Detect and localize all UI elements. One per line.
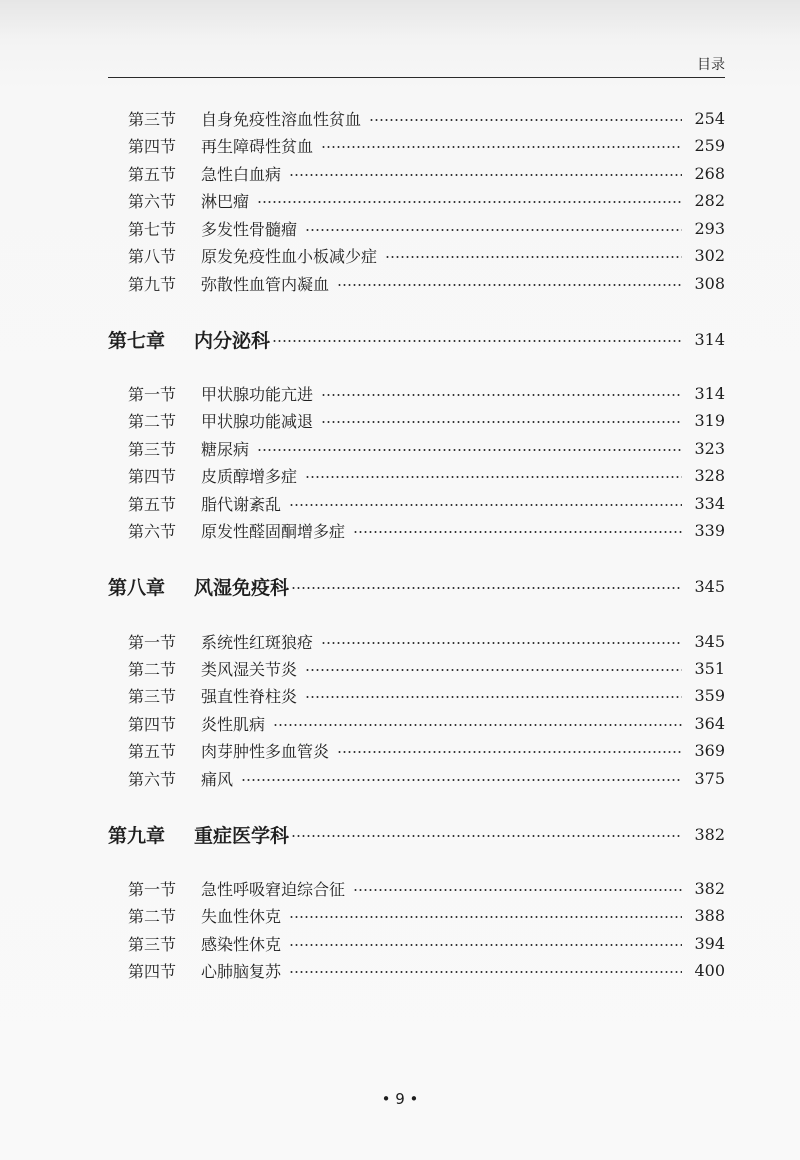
toc-section-entry[interactable] — [108, 491, 725, 515]
dot-leader — [353, 889, 682, 891]
section-number: 第七节 — [128, 219, 177, 239]
section-number: 第六节 — [128, 521, 177, 541]
page-reference: 382 — [694, 878, 725, 898]
dot-leader — [291, 835, 682, 837]
toc-chapter-entry[interactable] — [108, 820, 725, 848]
page-reference: 369 — [694, 740, 725, 760]
section-title: 急性白血病 — [201, 164, 282, 184]
section-number: 第五节 — [128, 741, 177, 761]
section-number: 第六节 — [128, 769, 177, 789]
page-reference: 302 — [694, 245, 725, 265]
toc-section-entry[interactable] — [108, 958, 725, 982]
toc-chapter-entry[interactable] — [108, 325, 725, 353]
toc-section-entry[interactable] — [108, 271, 725, 295]
page-reference: 282 — [694, 190, 725, 210]
section-number: 第四节 — [128, 961, 177, 981]
dot-leader — [289, 174, 682, 176]
section-title: 皮质醇增多症 — [201, 466, 298, 486]
toc-section-entry[interactable] — [108, 436, 725, 460]
page-reference: 293 — [694, 218, 725, 238]
section-title: 急性呼吸窘迫综合征 — [201, 879, 346, 899]
toc-section-entry[interactable] — [108, 903, 725, 927]
toc-section-entry[interactable] — [108, 133, 725, 157]
toc-chapter-entry[interactable] — [108, 572, 725, 600]
dot-leader — [321, 394, 682, 396]
running-header — [108, 55, 725, 78]
dot-leader — [289, 504, 682, 506]
toc-section-entry[interactable] — [108, 188, 725, 212]
section-title: 原发性醛固酮增多症 — [201, 521, 346, 541]
section-number: 第三节 — [128, 109, 177, 129]
section-number: 第五节 — [128, 164, 177, 184]
page-reference: 308 — [694, 273, 725, 293]
page-reference: 259 — [694, 135, 725, 155]
page-reference: 345 — [694, 576, 725, 596]
page-reference: 400 — [694, 960, 725, 980]
section-number: 第一节 — [128, 632, 177, 652]
dot-leader — [291, 587, 682, 589]
section-title: 强直性脊柱炎 — [201, 686, 298, 706]
section-number: 第三节 — [128, 686, 177, 706]
toc-section-entry[interactable] — [108, 381, 725, 405]
section-title: 系统性红斑狼疮 — [201, 632, 314, 652]
toc-section-entry[interactable] — [108, 766, 725, 790]
toc-section-entry[interactable] — [108, 106, 725, 130]
page-reference: 268 — [694, 163, 725, 183]
page-reference: 345 — [694, 631, 725, 651]
section-number: 第三节 — [128, 439, 177, 459]
dot-leader — [353, 531, 682, 533]
section-title: 甲状腺功能减退 — [201, 411, 314, 431]
page-reference: 364 — [694, 713, 725, 733]
dot-leader — [337, 751, 682, 753]
page-reference: 319 — [694, 410, 725, 430]
section-title: 类风湿关节炎 — [201, 659, 298, 679]
page-reference: 351 — [694, 658, 725, 678]
dot-leader — [305, 696, 682, 698]
chapter-title: 风湿免疫科 — [194, 576, 290, 599]
section-title: 自身免疫性溶血性贫血 — [201, 109, 362, 129]
toc-section-entry[interactable] — [108, 518, 725, 542]
toc-section-entry[interactable] — [108, 629, 725, 653]
dot-leader — [257, 201, 682, 203]
dot-leader — [305, 229, 682, 231]
chapter-number: 第九章 — [108, 824, 166, 847]
dot-leader — [321, 642, 682, 644]
dot-leader — [289, 916, 682, 918]
page-reference: 334 — [694, 493, 725, 513]
section-number: 第四节 — [128, 714, 177, 734]
section-number: 第四节 — [128, 466, 177, 486]
dot-leader — [369, 119, 682, 121]
toc-section-entry[interactable] — [108, 876, 725, 900]
section-title: 糖尿病 — [201, 439, 250, 459]
section-title: 肉芽肿性多血管炎 — [201, 741, 330, 761]
section-title: 感染性休克 — [201, 934, 282, 954]
dot-leader — [289, 971, 682, 973]
section-number: 第八节 — [128, 246, 177, 266]
section-title: 原发免疫性血小板减少症 — [201, 246, 378, 266]
section-number: 第一节 — [128, 879, 177, 899]
section-title: 脂代谢紊乱 — [201, 494, 282, 514]
section-number: 第三节 — [128, 934, 177, 954]
toc-section-entry[interactable] — [108, 711, 725, 735]
section-title: 多发性骨髓瘤 — [201, 219, 298, 239]
dot-leader — [385, 256, 682, 258]
dot-leader — [241, 779, 682, 781]
page-reference: 328 — [694, 465, 725, 485]
section-title: 弥散性血管内凝血 — [201, 274, 330, 294]
page-reference: 314 — [694, 329, 725, 349]
toc-section-entry[interactable] — [108, 216, 725, 240]
chapter-number: 第八章 — [108, 576, 166, 599]
section-number: 第六节 — [128, 191, 177, 211]
dot-leader — [321, 421, 682, 423]
toc-section-entry[interactable] — [108, 161, 725, 185]
toc-section-entry[interactable] — [108, 408, 725, 432]
section-number: 第九节 — [128, 274, 177, 294]
section-number: 第五节 — [128, 494, 177, 514]
page-reference: 254 — [694, 108, 725, 128]
chapter-title: 内分泌科 — [194, 329, 271, 352]
running-title: 目录 — [697, 57, 725, 73]
toc-section-entry[interactable] — [108, 656, 725, 680]
dot-leader — [337, 284, 682, 286]
section-number: 第一节 — [128, 384, 177, 404]
chapter-number: 第七章 — [108, 329, 166, 352]
toc-section-entry[interactable] — [108, 243, 725, 267]
toc-section-entry[interactable] — [108, 931, 725, 955]
dot-leader — [321, 146, 682, 148]
section-title: 痛风 — [201, 769, 234, 789]
chapter-title: 重症医学科 — [194, 824, 290, 847]
dot-leader — [272, 340, 682, 342]
section-number: 第二节 — [128, 659, 177, 679]
section-title: 淋巴瘤 — [201, 191, 250, 211]
section-title: 甲状腺功能亢进 — [201, 384, 314, 404]
page-reference: 388 — [694, 905, 725, 925]
dot-leader — [273, 724, 682, 726]
section-title: 心肺脑复苏 — [201, 961, 282, 981]
section-number: 第四节 — [128, 136, 177, 156]
page-reference: 339 — [694, 520, 725, 540]
dot-leader — [289, 944, 682, 946]
section-title: 再生障碍性贫血 — [201, 136, 314, 156]
section-number: 第二节 — [128, 906, 177, 926]
dot-leader — [305, 669, 682, 671]
section-title: 炎性肌病 — [201, 714, 266, 734]
toc-section-entry[interactable] — [108, 738, 725, 762]
page-reference: 382 — [694, 824, 725, 844]
section-title: 失血性休克 — [201, 906, 282, 926]
toc-section-entry[interactable] — [108, 683, 725, 707]
toc-section-entry[interactable] — [108, 463, 725, 487]
dot-leader — [305, 476, 682, 478]
section-number: 第二节 — [128, 411, 177, 431]
dot-leader — [257, 449, 682, 451]
page-reference: 394 — [694, 933, 725, 953]
page-number: • 9 • — [381, 1090, 419, 1108]
page-reference: 359 — [694, 685, 725, 705]
page-reference: 375 — [694, 768, 725, 788]
page-reference: 314 — [694, 383, 725, 403]
page-reference: 323 — [694, 438, 725, 458]
